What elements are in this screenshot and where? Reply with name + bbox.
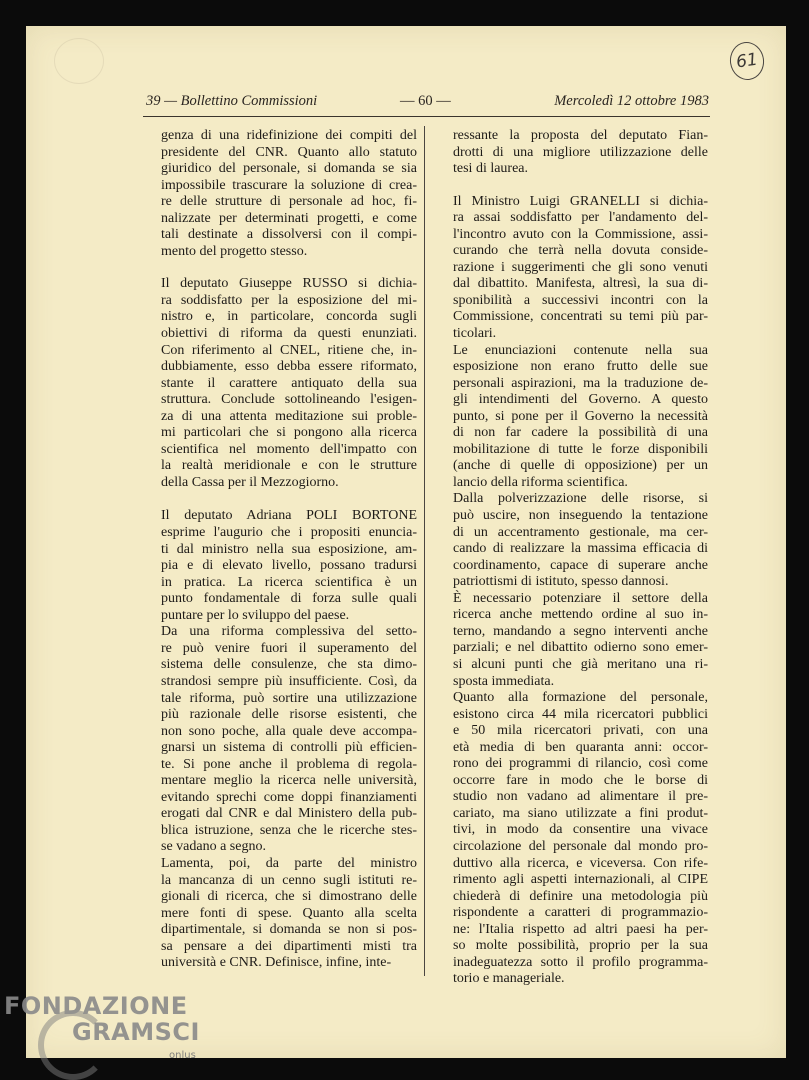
text-line: ra soddisfatto per la esposizione del mi- xyxy=(161,292,417,308)
watermark-logo xyxy=(4,992,204,1072)
text-line: so molte possibilità, proprio per la sua xyxy=(453,938,708,954)
text-line: mobilitazione di tutte le forze disponibili xyxy=(453,441,708,457)
paragraph xyxy=(144,508,417,624)
text-line: gionali di ricerca, che si dimostrano delle xyxy=(161,889,417,905)
text-line: nistro e, in particolare, concorda sugli xyxy=(161,309,417,325)
text-line: patriottismi di istituto, spesso dannosi. xyxy=(453,574,669,590)
header-page-number: — 60 — xyxy=(400,93,451,109)
text-line: tesi di laurea. xyxy=(453,161,529,177)
text-line: sistema delle consulenze, che sta dimo- xyxy=(161,657,417,673)
paragraph xyxy=(144,856,417,972)
text-line: obiettivi di riforma da questi enunziati. xyxy=(161,326,417,342)
text-line: punto fondamentale di forza sulle quali xyxy=(161,591,417,607)
text-line: età media di ben quaranta anni: occor- xyxy=(453,739,708,755)
text-line: di non far cadere la possibilità di una xyxy=(453,425,708,441)
text-line: mere fonti di spese. Quanto alla scelta xyxy=(161,905,417,921)
left-text-column xyxy=(144,128,417,972)
text-line: impossibile trascurare la soluzione di crea- xyxy=(161,177,417,193)
header-rule xyxy=(143,116,710,117)
text-line: Quanto alla formazione del personale, xyxy=(453,690,708,706)
text-line: pia e di elevato livello, possano tradursi xyxy=(161,558,417,574)
text-line: ressante la proposta del deputato Fian- xyxy=(453,128,708,143)
paragraph xyxy=(144,128,417,260)
header-date: Mercoledì 12 ottobre 1983 xyxy=(554,93,709,109)
text-line: gnarsi un sistema di controlli più efficien- xyxy=(161,740,417,756)
text-line: non sono poche, alla quale deve accompa- xyxy=(161,723,417,739)
paragraph xyxy=(436,690,708,988)
text-line: esprime l'augurio che i propositi enuncia- xyxy=(161,525,417,541)
text-line: presidente del CNR. Quanto allo statuto xyxy=(161,144,417,160)
text-line: puntare per lo sviluppo del paese. xyxy=(161,607,350,623)
text-line: È necessario potenziare il settore della xyxy=(453,590,708,606)
logo-line-2: GRAMSCI xyxy=(72,1018,200,1046)
text-line: università e CNR. Definisce, infine, inte- xyxy=(161,955,392,971)
text-line: ricerca anche mettendo ordine al suo in- xyxy=(453,607,708,623)
text-line: studio non vadano ad alimentare il pre- xyxy=(453,789,708,805)
text-line: dal dibattito. Manifesta, altresì, la sua di- xyxy=(453,276,708,292)
text-line: ra assai soddisfatto per l'andamento del- xyxy=(453,210,708,226)
text-line: nalizzate per determinati progetti, e come xyxy=(161,210,417,226)
text-line: stante il carattere antiquato della sua xyxy=(161,375,417,391)
text-line: za di una attenta meditazione sui proble- xyxy=(161,408,417,424)
text-line: cariato, ma siano utilizzate a fini produt- xyxy=(453,805,708,821)
text-line: dubbiamente, esso debba essere riformato, xyxy=(161,359,417,375)
text-line: Le enunciazioni contenute nella sua xyxy=(453,342,708,358)
paragraph xyxy=(436,491,708,590)
text-line: sa pensare a dei dipartimenti misti tra xyxy=(161,938,417,954)
text-line: la mancanza di un cenno sugli istituti re- xyxy=(161,872,417,888)
text-line: esistono circa 44 mila ricercatori pubblici xyxy=(453,706,708,722)
text-line: re può venire fuori il superamento del xyxy=(161,640,417,656)
text-line: sposta immediata. xyxy=(453,673,555,689)
text-line: e 50 mila ricercatori privati, con una xyxy=(453,723,708,739)
header-publication: 39 — Bollettino Commissioni xyxy=(146,93,318,109)
column-divider xyxy=(424,126,425,976)
text-line: evitando sprechi come doppi finanziamenti xyxy=(161,789,417,805)
text-line: re delle strutture di personale ad hoc, fi- xyxy=(161,194,417,210)
text-line: duttivo alla ricerca, e viceversa. Con rife- xyxy=(453,855,708,871)
text-line: Il deputato Adriana POLI BORTONE xyxy=(161,508,417,524)
text-line: coordinamento, capace di superare anche xyxy=(453,557,708,573)
text-line: più razionale delle risorse esistenti, che xyxy=(161,707,417,723)
text-line: blica istruzione, senza che le ricerche stes- xyxy=(161,822,417,838)
text-line: genza di una ridefinizione dei compiti del xyxy=(161,128,417,143)
text-line: te. Si pone anche il problema di regola- xyxy=(161,756,417,772)
text-line: in pratica. La ricerca scientifica è un xyxy=(161,574,417,590)
text-line: punto, si pone per il Governo la necessità xyxy=(453,408,708,424)
text-line: della Cassa per il Mezzogiorno. xyxy=(161,474,339,490)
text-line: tale riforma, può sortire una utilizzazione xyxy=(161,690,417,706)
paragraph xyxy=(436,128,708,178)
text-line: (anche di quelle di opposizione) per un xyxy=(453,458,708,474)
text-line: inadeguatezza sotto il profilo programma- xyxy=(453,954,708,970)
text-line: rono dei programmi di rilancio, così come xyxy=(453,756,708,772)
text-line: terno, mandando a segno interventi anche xyxy=(453,623,708,639)
text-line: chiederà di definire una metodologia più xyxy=(453,888,708,904)
logo-line-1: FONDAZIONE xyxy=(4,992,188,1020)
text-line: Il Ministro Luigi GRANELLI si dichia- xyxy=(453,193,708,209)
text-line: ticolari. xyxy=(453,326,497,342)
text-line: ti dal ministro nella sua esposizione, am- xyxy=(161,541,417,557)
text-line: Dalla polverizzazione delle risorse, si xyxy=(453,491,708,507)
text-line: se vadano a segno. xyxy=(161,839,266,855)
text-line: la realtà meridionale e con le strutture xyxy=(161,458,417,474)
text-line: tali destinate a dissolversi con il compi- xyxy=(161,227,417,243)
text-line: scientifica nel momento dell'impatto con xyxy=(161,441,417,457)
text-line: giuridico del personale, si domanda se sia xyxy=(161,161,417,177)
text-line: di un accentramento gestionale, ma cer- xyxy=(453,524,708,540)
paragraph xyxy=(436,343,708,492)
text-line: torio e manageriale. xyxy=(453,971,565,987)
text-line: strandosi sempre più insufficiente. Così, da xyxy=(161,673,417,689)
text-line: occorre fare in modo che le borse di xyxy=(453,772,708,788)
text-line: sponibilità a successivi incontri con la xyxy=(453,292,708,308)
text-line: esposizione non erano frutto delle sue xyxy=(453,359,708,375)
faint-stamp-mark xyxy=(54,38,104,84)
paragraph xyxy=(436,194,708,343)
text-line: struttura. Conclude sottolineando l'esigen- xyxy=(161,392,417,408)
text-line: ne: l'Italia rispetto ad altri paesi ha per- xyxy=(453,921,708,937)
text-line: gli intendimenti del Governo. A questo xyxy=(453,392,708,408)
handwritten-page-number: 61 xyxy=(728,40,767,82)
page-header xyxy=(146,93,709,113)
text-line: Da una riforma complessiva del setto- xyxy=(161,624,417,640)
text-line: personali aspirazioni, ma la traduzione de- xyxy=(453,375,708,391)
paragraph xyxy=(144,276,417,491)
text-line: lancio della riforma scientifica. xyxy=(453,474,628,490)
paragraph xyxy=(144,624,417,856)
text-line: l'incontro avuto con la Commissione, assi- xyxy=(453,226,708,242)
text-line: cando di realizzare la massima efficacia di xyxy=(453,541,708,557)
text-line: mentare meglio la ricerca nelle università, xyxy=(161,773,417,789)
logo-line-3: onlus xyxy=(169,1050,196,1061)
text-line: mi particolari che si pongono alla ricerca xyxy=(161,425,417,441)
paragraph xyxy=(436,591,708,690)
text-line: razione i suggerimenti che gli sono venuti xyxy=(453,259,708,275)
text-line: Con riferimento al CNEL, ritiene che, in- xyxy=(161,342,417,358)
text-line: mento del progetto stesso. xyxy=(161,243,308,259)
text-line: si alcuni punti che già meritano una ri- xyxy=(453,656,708,672)
text-line: Il deputato Giuseppe RUSSO si dichia- xyxy=(161,276,417,292)
text-line: circolazione del personale dal mondo pro- xyxy=(453,838,708,854)
text-line: erogati dal CNR e dal Ministero della pub- xyxy=(161,806,417,822)
text-line: dipartimentale, si domanda se non si pos- xyxy=(161,922,417,938)
text-line: drotti di una migliore utilizzazione delle xyxy=(453,144,708,160)
text-line: curando che terrà nella dovuta conside- xyxy=(453,243,708,259)
right-text-column xyxy=(436,128,708,988)
text-line: rispondente a caratteri di programmazio- xyxy=(453,905,708,921)
text-line: Lamenta, poi, da parte del ministro xyxy=(161,855,417,871)
text-line: Commissione, concentrati su temi più par- xyxy=(453,309,708,325)
text-line: tivi, in modo da consentire una vivace xyxy=(453,822,708,838)
text-line: parziali; e nel dibattito odierno sono emer- xyxy=(453,640,708,656)
text-line: può uscire, non inseguendo la tentazione xyxy=(453,508,708,524)
text-line: rimento agli aspetti internazionali, al CIPE xyxy=(453,872,708,888)
